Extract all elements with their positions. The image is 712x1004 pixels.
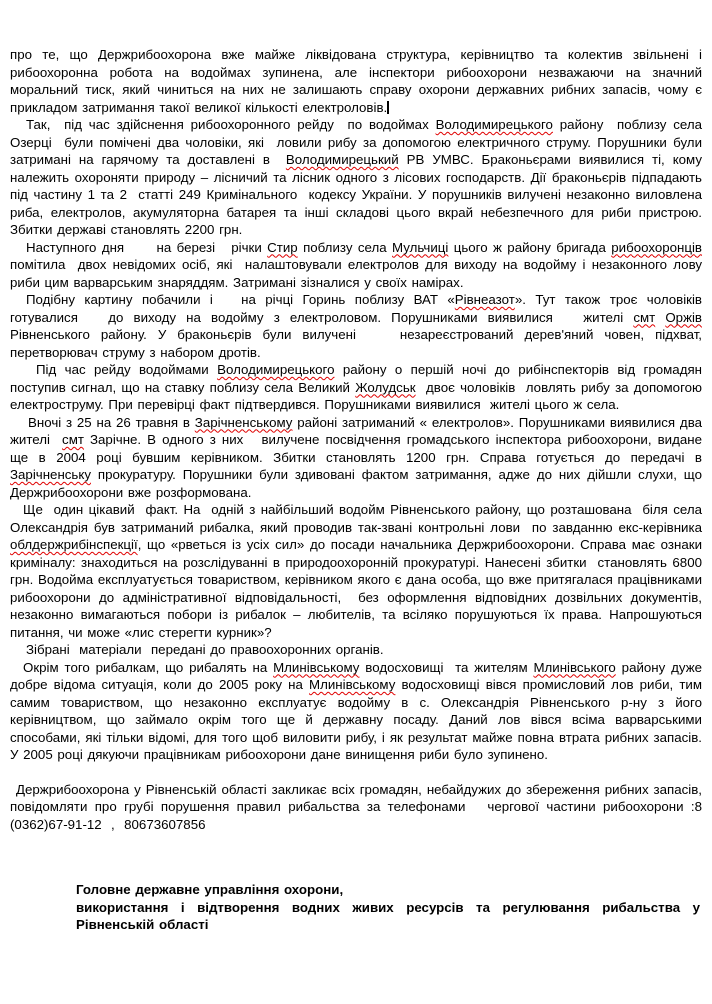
text-run: Рівненського району. У браконьєрів були вилучені незареєстрований дерев'яний човен, підхват, перетворювач струму з набором дротів. [10,309,707,360]
body-paragraph [10,361,707,414]
misspelled-word: Млинівському [309,677,396,692]
misspelled-word: облдержрибінспекції [10,537,138,552]
text-run: Зарічне. В одного з них вилучене посвідчення громадського інспектора рибоохорони, видане ще в 2004 році бувшим керівником. Збитки становлять 1200 грн. Справа готується до передачі в [10,432,707,465]
footer-paragraph [76,881,700,899]
text-run: помітила двох невідомих осіб, які налаштовували електролов для виходу на водойму і незаконного лову риби цим варварським знаряддям. Затримані зізналися у своїх намірах. [10,239,707,290]
text-run: Наступного дня на березі річки [26,239,268,255]
body-paragraph [10,781,707,834]
text-run: району дуже добре відома ситуація, коли до 2005 року на [10,659,707,692]
misspelled-word: Стир [267,239,298,255]
body-paragraph [10,641,702,659]
misspelled-word: Володимирецький [285,152,399,167]
text-run: ». Тут також троє чоловіків готувалися до виходу на водойму з електроловом. Порушниками виявилися жителі [10,292,707,325]
misspelled-word: Млинівському [273,659,360,675]
misspelled-word: Зарічненському [194,414,293,430]
text-run: Під час рейду водоймами [36,362,218,377]
body-paragraph [10,239,707,292]
misspelled-word: Володимирецького [435,117,553,132]
text-run: Зібрані матеріали передані до правоохоронних органів. [26,642,384,657]
text-cursor [387,101,389,114]
misspelled-word: смт [633,309,656,325]
text-run: двоє чоловіків ловлять рибу за допомогою електроструму. При перевірці факт підтвердився. Порушниками виявилися жителі цього ж села. [10,379,707,412]
body-paragraph [10,116,707,239]
misspelled-word: Зарічненську [10,467,91,482]
text-run: Подібну картину побачили і на річці Горинь поблизу ВАТ « [26,292,455,307]
text-run: району о першій ночі до рибінспекторів від громадян поступив сигнал, що на ставку поблизу села Великий [10,362,707,395]
body-paragraph [10,291,707,361]
text-run: поблизу села [297,239,393,255]
footer-paragraph [76,899,705,934]
text-run: РВ УМВС. Браконьєрами виявилися ті, кому належить охороняти природу – лісничий та лісник одного з лісових господарств. Дії браконьєрів підпадають під частину 1 та 2 статті 249 Кримінального кодексу України. У порушників вилучені незаконно виловлена риба, електролов, акумуляторна батарея та інші складові цього вкрай небезпечного для риби пристрою. Збитки державі становлять 2200 грн. [10,152,707,237]
misspelled-word: Млинівського [533,659,616,675]
misspelled-word: рибоохоронців [611,239,702,255]
text-run: району поблизу села Озерці були помічені два чоловіки, які ловили рибу за допомогою електричного струму. Порушники були затримані на гарячому та доставлені в [10,117,707,167]
text-run: використання і відтворення водних живих ресурсів та регулювання рибальства у Рівненській області [76,899,705,932]
text-run: Так, під час здійснення рибоохоронного рейду по водоймах [26,117,436,132]
text-run: прокуратуру. Порушники були здивовані фактом затримання, адже до них дійшли слухи, що Держрибоохорони вже розформована. [10,467,712,500]
text-run: , що «рветься із усіх сил» до посади начальника Держрибоохорони. Справа має ознаки криміналу: знаходиться на розслідуванні в природоохоронній прокуратурі. Нанесені збитки становлять 6800 грн. Водойма експлуатується товариством, керівником якого є дана особа, що вже притягалася працівниками рибоохорони до адміністративної відповідальності, без оформлення відповідних дозвільних документів, незаконно вимагаються побори із рибалок – любителів, та всіляко порушуються їх права. Напрошуються питання, чи може «лис стерегти курник»? [10,537,707,640]
text-run: Держрибоохорона у Рівненській області закликає всіх громадян, небайдужих до збереження рибних запасів, повідомляти про грубі порушення правил рибальства за телефонами чергової частини рибоохорони :8 (0362)67-91-12 , 80673607856 [10,781,707,832]
misspelled-word: Рівнеазот [454,292,515,307]
body-paragraph [10,46,707,116]
text-run: Ще один цікавий факт. На одній з найбільший водойм Рівненського району, що розташована біля села Олександрія був затриманий рибалка, який проводив так-звані контрольні лови по завданню екс-керівника [10,502,707,535]
text-run [655,310,665,325]
body-paragraph [10,414,712,502]
text-run: про те, що Держрибоохорона вже майже ліквідована структура, керівництво та колектив звільнені і рибоохоронна робота на водоймах зупинена, але інспектори рибоохорони незважаючи на значний моральний тиск, який чиниться на них не залишають справу охорони державних рибних запасів, чому є прикладом затримання такої великої кількості електроловів. [10,47,707,115]
misspelled-word: Жолудськ [355,379,416,395]
text-run: водосховищі вівся промисловий лов риби, тим самим товариством, що незаконно експлуатує водойму в с. Олександрія Рівненського р-ну з його керівництвом, що займало окрім того ще й державну посаду. Даний лов вівся всіма варварськими способами, які тільки відомі, для того щоб виловити рибу, і як результат майже повна втрата рибних запасів. У 2005 році дякуючи працівникам рибоохорони дане винищення риби було зупинено. [10,677,707,762]
text-run: Головне державне управління охорони, [76,882,344,897]
body-paragraph [10,501,707,641]
text-run: цього ж району бригада [448,239,612,255]
misspelled-word: Оржів [665,309,702,325]
misspelled-word: смт [62,432,84,447]
misspelled-word: Мульчиці [392,239,449,255]
text-run: районі затриманий « електролов». Порушниками виявилися два жителі [10,414,707,447]
body-paragraph [10,659,707,764]
misspelled-word: Володимирецького [217,362,335,377]
text-run: водосховищі та жителям [359,659,534,675]
text-run: Окрім того рибалкам, що рибалять на [23,659,274,675]
text-run: Вночі з 25 на 26 травня в [28,414,195,430]
